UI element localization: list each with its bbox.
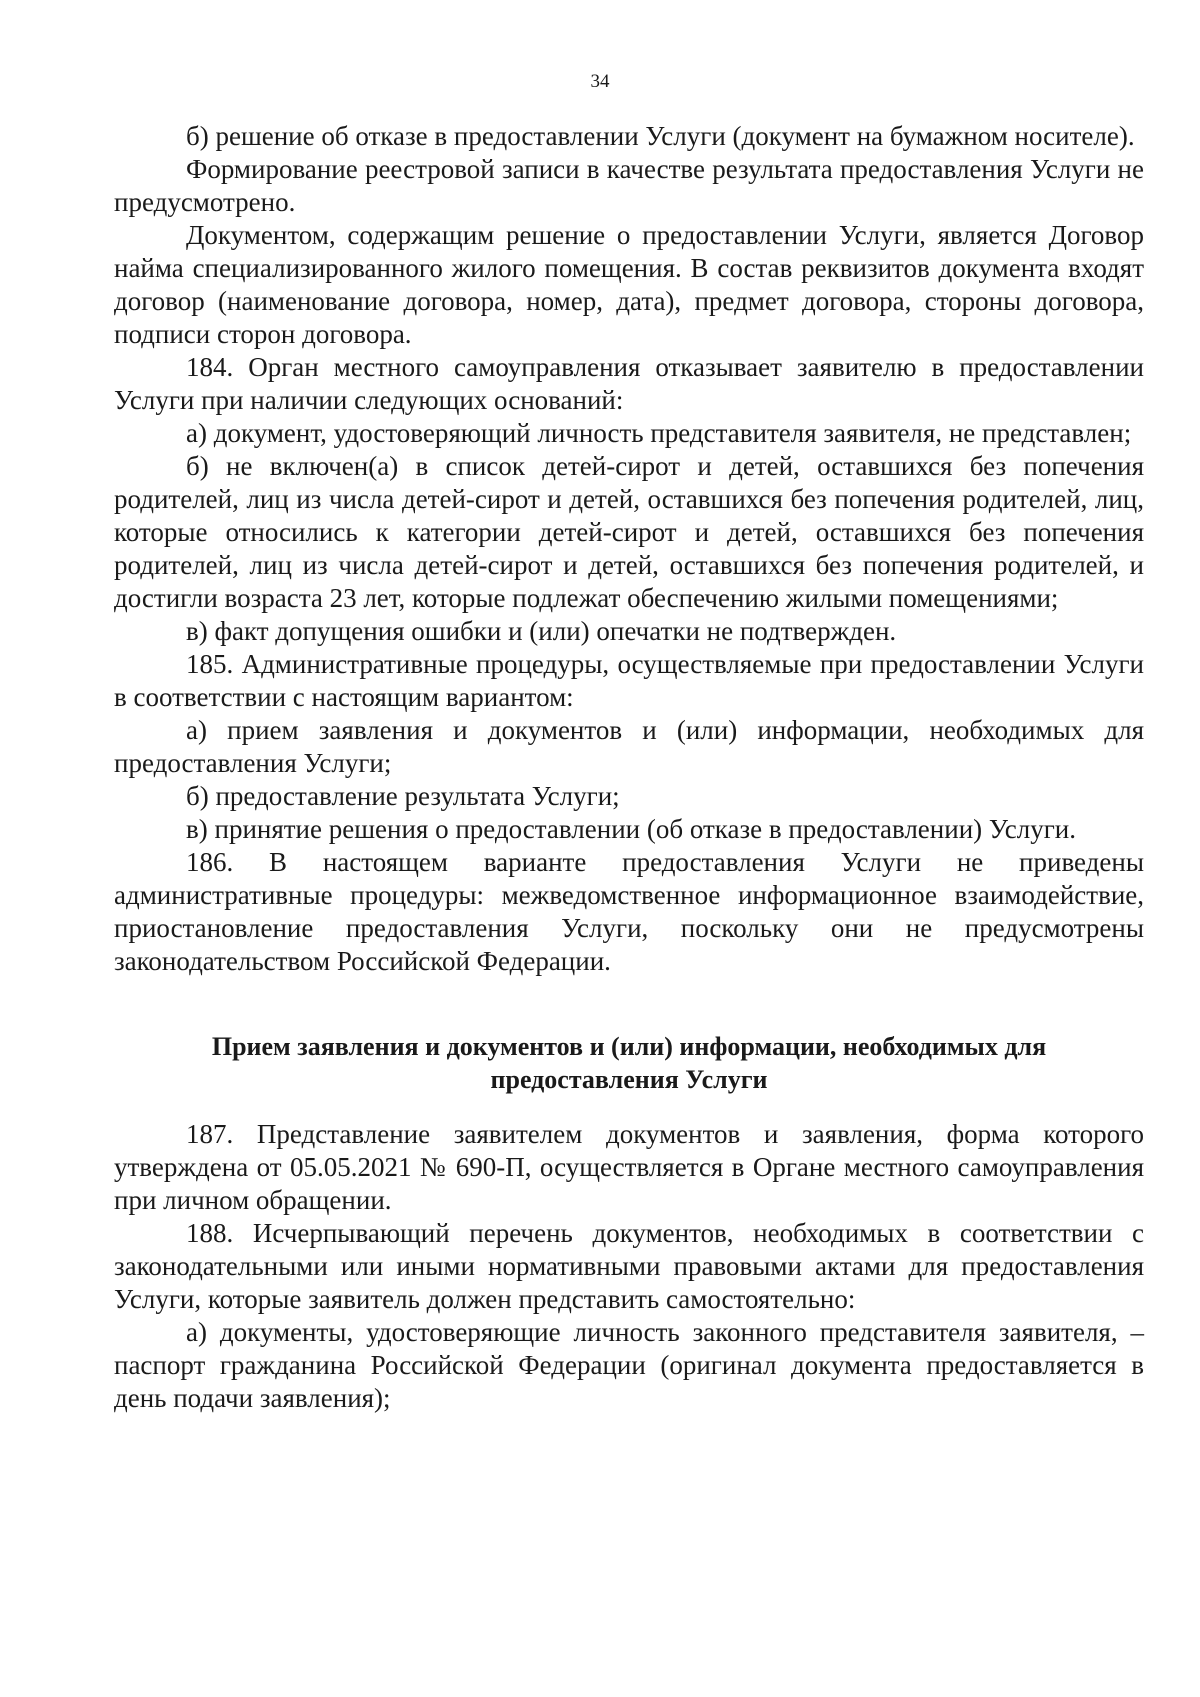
paragraph: б) не включен(а) в список детей-сирот и детей, оставшихся без попечения родителей, лиц из числа детей-сирот и детей, оставшихся без попечения родителей, лиц, которые относились к категории детей-сирот и детей, оставшихся без попечения родителей, лиц из числа детей-сирот и детей, оставшихся без попечения родителей, и достигли возраста 23 лет, которые подлежат обеспечению жилыми помещениями; xyxy=(114,451,1144,613)
paragraph: 187. Представление заявителем документов и заявления, форма которого утверждена от 05.05.2021 № 690-П, осуществляется в Органе местного самоуправления при личном обращении. xyxy=(114,1119,1144,1215)
paragraph: а) документ, удостоверяющий личность представителя заявителя, не представлен; xyxy=(186,418,1132,448)
paragraph: б) предоставление результата Услуги; xyxy=(186,781,620,811)
page-number: 34 xyxy=(590,71,610,92)
paragraph: 188. Исчерпывающий перечень документов, необходимых в соответствии с законодательными или иными нормативными правовыми актами для предоставления Услуги, которые заявитель должен представить самостоятельно: xyxy=(114,1218,1144,1314)
paragraph: 184. Орган местного самоуправления отказывает заявителю в предоставлении Услуги при наличии следующих оснований: xyxy=(114,352,1144,415)
paragraph: а) прием заявления и документов и (или) информации, необходимых для предоставления Услуги; xyxy=(114,715,1144,778)
paragraph: б) решение об отказе в предоставлении Услуги (документ на бумажном носителе). xyxy=(186,121,1135,151)
paragraph: Формирование реестровой записи в качестве результата предоставления Услуги не предусмотрено. xyxy=(114,154,1144,217)
paragraph: 186. В настоящем варианте предоставления Услуги не приведены административные процедуры: межведомственное информационное взаимодействие, приостановление предоставления Услуги, поскольку они не предусмотрены законодательством Российской Федерации. xyxy=(114,847,1144,976)
section-heading: Прием заявления и документов и (или) информации, необходимых для предоставления Услуги xyxy=(211,1032,1047,1094)
paragraph: в) принятие решения о предоставлении (об отказе в предоставлении) Услуги. xyxy=(186,814,1076,844)
paragraph: а) документы, удостоверяющие личность законного представителя заявителя, – паспорт гражданина Российской Федерации (оригинал документа предоставляется в день подачи заявления); xyxy=(114,1317,1144,1413)
paragraph: Документом, содержащим решение о предоставлении Услуги, является Договор найма специализированного жилого помещения. В состав реквизитов документа входят договор (наименование договора, номер, дата), предмет договора, стороны договора, подписи сторон договора. xyxy=(114,220,1144,349)
paragraph: 185. Административные процедуры, осуществляемые при предоставлении Услуги в соответствии с настоящим вариантом: xyxy=(114,649,1144,712)
document-body xyxy=(114,120,1144,1415)
paragraph: в) факт допущения ошибки и (или) опечатки не подтвержден. xyxy=(186,616,897,646)
